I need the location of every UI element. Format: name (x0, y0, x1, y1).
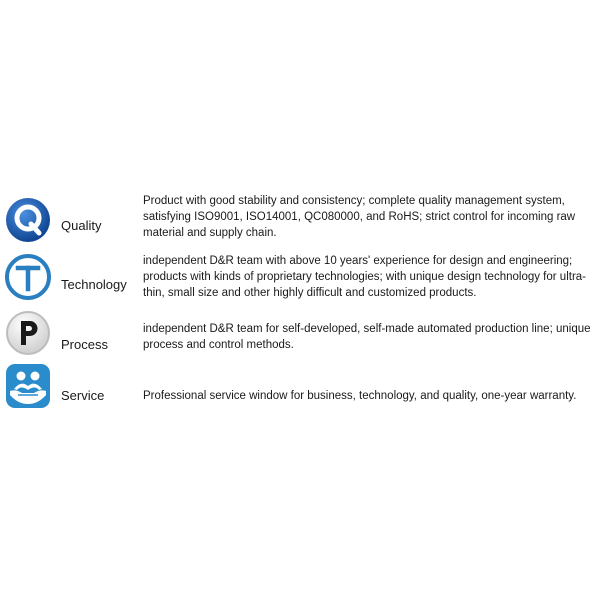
description-line: products with kinds of proprietary technologies; with unique design technology for ultra- (143, 271, 586, 283)
quality-description (143, 193, 595, 241)
description-line: process and control methods. (143, 339, 294, 351)
quality-q-icon (4, 196, 52, 244)
technology-label: Technology (61, 277, 127, 292)
quality-label: Quality (61, 218, 102, 233)
process-description (143, 321, 595, 353)
description-line: Product with good stability and consistency; complete quality management system, (143, 195, 565, 207)
description-line: independent D&R team for self-developed, self-made automated production line; unique (143, 323, 591, 335)
process-p-icon (4, 309, 52, 357)
technology-t-icon (4, 253, 52, 301)
service-label: Service (61, 388, 105, 403)
service-description (143, 388, 595, 404)
description-line: Professional service window for business, technology, and quality, one-year warranty. (143, 390, 577, 402)
description-line: material and supply chain. (143, 227, 277, 239)
description-line: thin, small size and other highly difficult and customized products. (143, 287, 477, 299)
technology-description (143, 253, 595, 301)
service-hands-icon (4, 362, 52, 410)
process-label: Process (61, 337, 108, 352)
description-line: satisfying ISO9001, ISO14001, QC080000, and RoHS; strict control for incoming raw (143, 211, 576, 223)
description-line: independent D&R team with above 10 years' experience for design and engineering; (143, 255, 573, 267)
